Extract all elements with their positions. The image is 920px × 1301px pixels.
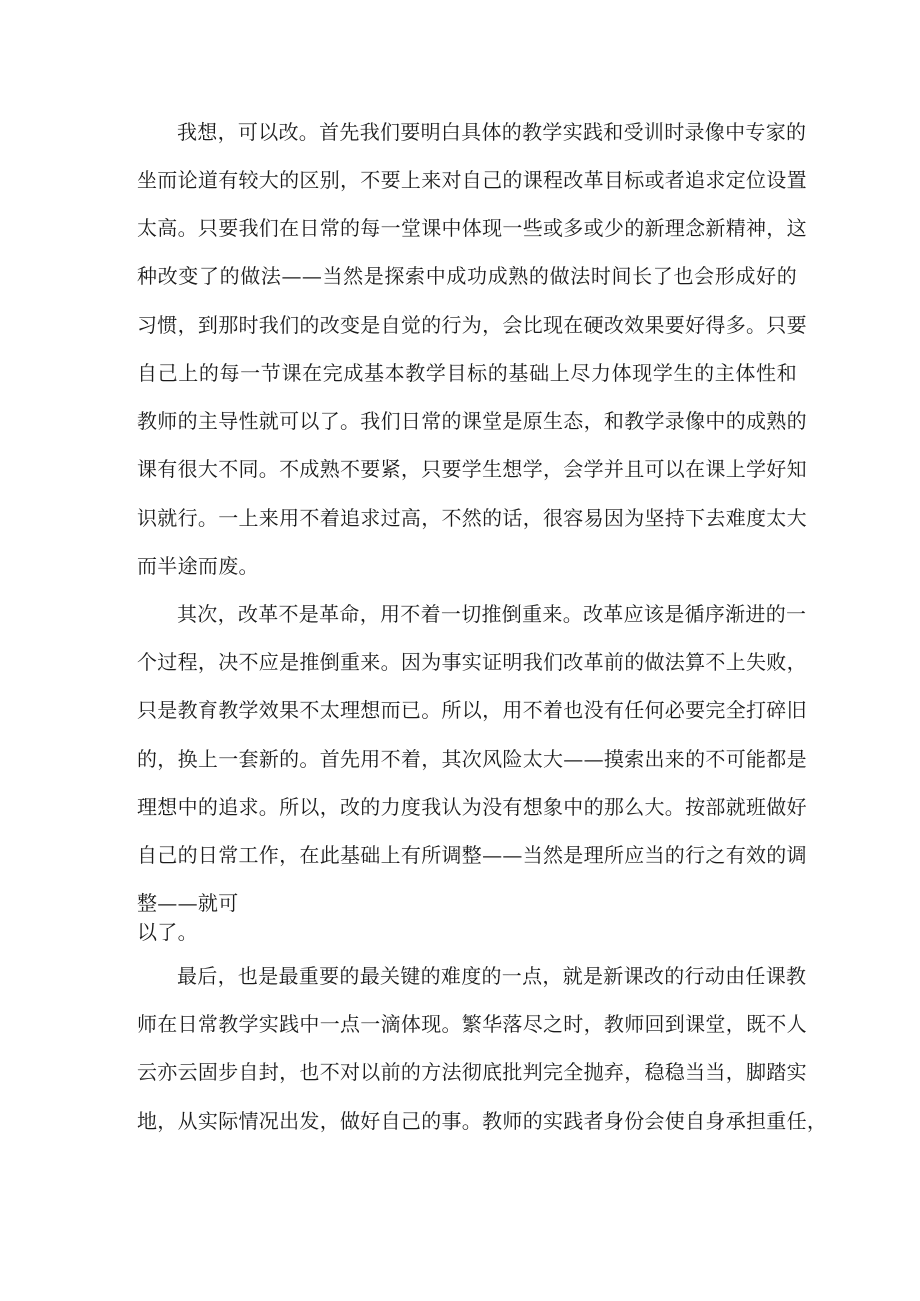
- paragraph-1-line-7: 教师的主导性就可以了。我们日常的课堂是原生态，和教学录像中的成熟的: [137, 409, 807, 433]
- paragraph-1-line-4: 种改变了的做法——当然是探索中成功成熟的做法时间长了也会形成好的: [137, 264, 797, 288]
- paragraph-1-line-1: 我想，可以改。首先我们要明白具体的教学实践和受训时录像中专家的: [177, 120, 807, 144]
- paragraph-2-line-3: 只是教育教学效果不太理想而已。所以，用不着也没有任何必要完全打碎旧: [137, 698, 807, 722]
- paragraph-2-line-5: 理想中的追求。所以，改的力度我认为没有想象中的那么大。按部就班做好: [137, 795, 807, 819]
- paragraph-3-line-3: 云亦云固步自封，也不对以前的方法彻底批判完全抛弃，稳稳当当，脚踏实: [137, 1060, 807, 1084]
- paragraph-3-line-2: 师在日常教学实践中一点一滴体现。繁华落尽之时，教师回到课堂，既不人: [137, 1012, 807, 1036]
- paragraph-1-line-6: 自己上的每一节课在完成基本教学目标的基础上尽力体现学生的主体性和: [137, 361, 797, 385]
- paragraph-2-line-2: 个过程，决不应是推倒重来。因为事实证明我们改革前的做法算不上失败，: [137, 650, 807, 674]
- paragraph-1-line-3: 太高。只要我们在日常的每一堂课中体现一些或多或少的新理念新精神，这: [137, 216, 807, 240]
- paragraph-2-line-7: 整——就可: [137, 891, 239, 915]
- paragraph-2-line-6: 自己的日常工作，在此基础上有所调整——当然是理所应当的行之有效的调: [137, 843, 807, 867]
- paragraph-2-line-1: 其次，改革不是革命，用不着一切推倒重来。改革应该是循序渐进的一: [177, 602, 807, 626]
- paragraph-1-line-8: 课有很大不同。不成熟不要紧，只要学生想学，会学并且可以在课上学好知: [137, 457, 807, 481]
- paragraph-1-line-10: 而半途而废。: [137, 554, 259, 578]
- paragraph-2-line-8: 以了。: [137, 920, 198, 944]
- paragraph-1-line-5: 习惯，到那时我们的改变是自觉的行为，会比现在硬改效果要好得多。只要: [137, 313, 807, 337]
- paragraph-3-line-4: 地，从实际情况出发，做好自己的事。教师的实践者身份会使自身承担重任，: [137, 1109, 828, 1133]
- paragraph-2-line-4: 的，换上一套新的。首先用不着，其次风险太大——摸索出来的不可能都是: [137, 747, 807, 771]
- paragraph-1-line-2: 坐而论道有较大的区别，不要上来对自己的课程改革目标或者追求定位设置: [137, 168, 807, 192]
- paragraph-1-line-9: 识就行。一上来用不着追求过高，不然的话，很容易因为坚持下去难度太大: [137, 506, 807, 530]
- paragraph-3-line-1: 最后，也是最重要的最关键的难度的一点，就是新课改的行动由任课教: [177, 964, 807, 988]
